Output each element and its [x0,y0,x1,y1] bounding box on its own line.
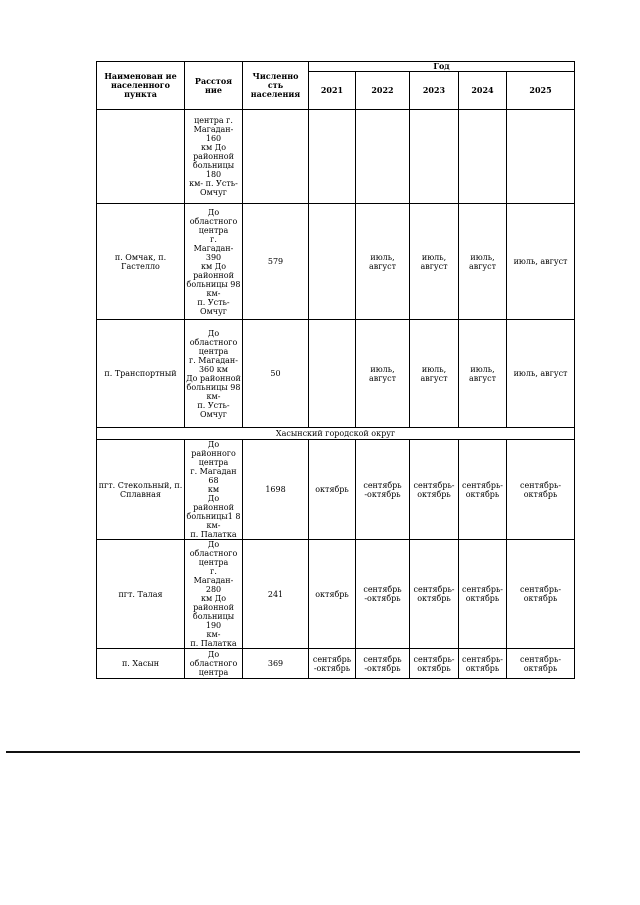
row-population: 50 [243,320,309,428]
row-2022: июль, август [356,320,410,428]
header-year-2023: 2023 [410,72,459,110]
table-row [97,110,575,204]
row-2025: сентябрь- октябрь [507,649,575,679]
row-2024: июль, август [459,320,507,428]
footer-rule [6,751,580,753]
table-row [97,540,575,649]
header-year: Год [309,62,575,72]
row-2021 [309,204,356,320]
row-name [97,110,185,204]
row-2025: сентябрь- октябрь [507,440,575,540]
row-distance: До областного центра г. Магадан- 280 км До районной больницы 190 км- п. Палатка [185,540,243,649]
row-2023 [410,110,459,204]
header-year-2021: 2021 [309,72,356,110]
row-population: 579 [243,204,309,320]
header-year-2024: 2024 [459,72,507,110]
row-2024 [459,110,507,204]
row-2023: июль, август [410,204,459,320]
row-2025: июль, август [507,204,575,320]
settlements-table [96,61,575,679]
section-title: Хасынский городской округ [97,428,575,440]
row-name: п. Хасын [97,649,185,679]
table-row [97,649,575,679]
header-year-2022: 2022 [356,72,410,110]
row-distance: До областного центра [185,649,243,679]
row-2025: сентябрь- октябрь [507,540,575,649]
row-population: 241 [243,540,309,649]
header-year-2025: 2025 [507,72,575,110]
row-2025: июль, август [507,320,575,428]
row-2024: сентябрь- октябрь [459,649,507,679]
row-distance: До областного центра г. Магадан- 390 км До районной больницы 98 км- п. Усть- Омчуг [185,204,243,320]
row-2024: июль, август [459,204,507,320]
row-2021: октябрь [309,540,356,649]
row-population: 369 [243,649,309,679]
table-row [97,440,575,540]
row-2021 [309,320,356,428]
row-2021: сентябрь -октябрь [309,649,356,679]
row-2022: сентябрь -октябрь [356,440,410,540]
row-name: пгт. Талая [97,540,185,649]
row-2023: сентябрь- октябрь [410,540,459,649]
section-row [97,428,575,440]
row-2023: сентябрь- октябрь [410,440,459,540]
table-row [97,204,575,320]
row-name: п. Омчак, п. Гастелло [97,204,185,320]
row-distance: До районного центра г. Магадан 68 км До районной больницы1 8 км- п. Палатка [185,440,243,540]
row-2021 [309,110,356,204]
row-2024: сентябрь- октябрь [459,440,507,540]
header-name: Наименован ие населенного пункта [97,62,185,110]
row-2022: сентябрь -октябрь [356,540,410,649]
row-2021: октябрь [309,440,356,540]
row-name: пгт. Стекольный, п. Сплавная [97,440,185,540]
row-name: п. Транспортный [97,320,185,428]
table-row [97,320,575,428]
row-population: 1698 [243,440,309,540]
header-population: Численно сть населения [243,62,309,110]
row-distance: До областного центра г. Магадан- 360 км До районной больницы 98 км- п. Усть- Омчуг [185,320,243,428]
row-2022: июль, август [356,204,410,320]
row-2023: сентябрь- октябрь [410,649,459,679]
row-distance: центра г. Магадан- 160 км До районной больницы 180 км- п. Усть- Омчуг [185,110,243,204]
row-2024: сентябрь- октябрь [459,540,507,649]
row-population [243,110,309,204]
header-distance: Расстоя ние [185,62,243,110]
row-2025 [507,110,575,204]
row-2023: июль, август [410,320,459,428]
row-2022 [356,110,410,204]
row-2022: сентябрь -октябрь [356,649,410,679]
